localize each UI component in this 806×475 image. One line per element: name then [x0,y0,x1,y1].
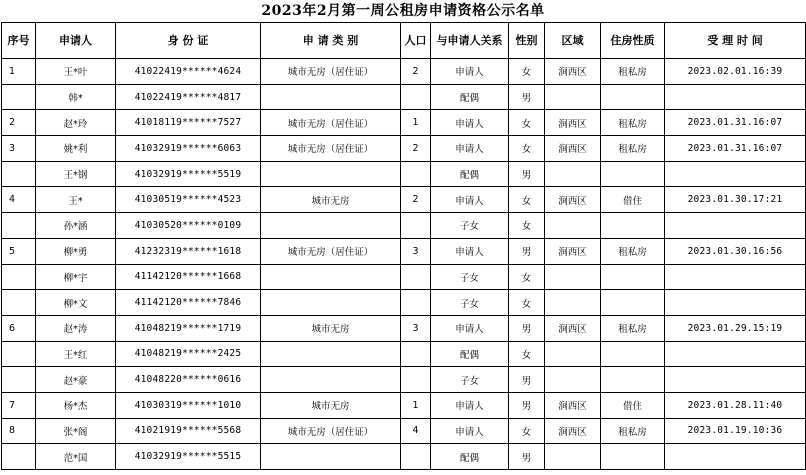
cell-gender: 女 [509,341,545,367]
cell-applicant-name: 柳*勇 [36,238,116,264]
cell-applicant-name: 王*叶 [36,59,116,85]
header-accept-time: 受 理 时 间 [665,23,806,59]
cell-accept-time [665,341,806,367]
cell-gender: 女 [509,187,545,213]
cell-accept-time [665,367,806,393]
cell-district [545,367,601,393]
cell-index: 8 [2,418,36,444]
cell-id-number: 41018119******7527 [116,110,261,136]
cell-index [2,341,36,367]
cell-index [2,213,36,239]
cell-index: 7 [2,392,36,418]
table-row [2,213,806,239]
table-row [2,187,806,213]
cell-category: 城市无房 [261,315,401,341]
cell-household-size [401,290,431,316]
cell-accept-time: 2023.01.31.16:07 [665,136,806,162]
table-row [2,110,806,136]
table-row [2,444,806,470]
table-row [2,341,806,367]
cell-relation: 申请人 [431,110,509,136]
cell-district [545,264,601,290]
table-row [2,290,806,316]
cell-household-size: 3 [401,315,431,341]
cell-index [2,444,36,470]
cell-housing-type [601,444,665,470]
cell-applicant-name: 赵*玲 [36,110,116,136]
cell-category [261,264,401,290]
cell-id-number: 41048219******2425 [116,341,261,367]
header-housing-type: 住房性质 [601,23,665,59]
cell-applicant-name: 王*红 [36,341,116,367]
cell-housing-type [601,341,665,367]
table-row [2,315,806,341]
cell-category: 城市无房（居住证） [261,418,401,444]
cell-index [2,264,36,290]
cell-accept-time: 2023.01.29.15:19 [665,315,806,341]
cell-id-number: 41030319******1010 [116,392,261,418]
cell-category: 城市无房（居住证） [261,238,401,264]
cell-accept-time: 2023.01.30.16:56 [665,238,806,264]
cell-household-size: 2 [401,59,431,85]
cell-housing-type: 租私房 [601,315,665,341]
cell-id-number: 41048220******0616 [116,367,261,393]
cell-accept-time: 2023.01.30.17:21 [665,187,806,213]
table-row [2,418,806,444]
cell-district: 涧西区 [545,136,601,162]
cell-district: 涧西区 [545,238,601,264]
header-index: 序号 [2,23,36,59]
cell-district: 涧西区 [545,315,601,341]
cell-accept-time [665,84,806,110]
table-row [2,59,806,85]
cell-housing-type [601,290,665,316]
cell-household-size [401,84,431,110]
cell-category [261,444,401,470]
cell-district: 涧西区 [545,110,601,136]
cell-gender: 男 [509,392,545,418]
table-row [2,392,806,418]
cell-accept-time [665,264,806,290]
cell-gender: 女 [509,264,545,290]
cell-applicant-name: 柳*文 [36,290,116,316]
cell-id-number: 41030519******4523 [116,187,261,213]
cell-category: 城市无房 [261,187,401,213]
cell-index: 4 [2,187,36,213]
cell-household-size [401,264,431,290]
cell-gender: 女 [509,136,545,162]
cell-district: 涧西区 [545,418,601,444]
cell-relation: 配偶 [431,161,509,187]
cell-relation: 子女 [431,264,509,290]
cell-household-size: 2 [401,136,431,162]
cell-gender: 男 [509,444,545,470]
cell-category [261,290,401,316]
cell-id-number: 41232319******1618 [116,238,261,264]
cell-relation: 申请人 [431,315,509,341]
cell-housing-type: 租私房 [601,110,665,136]
cell-category [261,341,401,367]
cell-housing-type: 租私房 [601,238,665,264]
cell-household-size: 2 [401,187,431,213]
cell-relation: 申请人 [431,238,509,264]
table-row [2,161,806,187]
cell-accept-time: 2023.01.19.10:36 [665,418,806,444]
cell-household-size [401,161,431,187]
cell-gender: 女 [509,59,545,85]
header-id-card: 身 份 证 [116,23,261,59]
cell-household-size [401,341,431,367]
cell-id-number: 41022419******4624 [116,59,261,85]
cell-district [545,161,601,187]
header-row [2,23,806,59]
cell-applicant-name: 范*国 [36,444,116,470]
cell-category: 城市无房（居住证） [261,59,401,85]
cell-housing-type [601,161,665,187]
cell-relation: 申请人 [431,136,509,162]
cell-relation: 配偶 [431,84,509,110]
cell-index [2,290,36,316]
cell-household-size: 4 [401,418,431,444]
cell-household-size [401,213,431,239]
cell-housing-type: 租私房 [601,418,665,444]
cell-gender: 男 [509,238,545,264]
cell-district: 涧西区 [545,59,601,85]
cell-applicant-name: 赵*豪 [36,367,116,393]
cell-housing-type: 租私房 [601,136,665,162]
cell-relation: 子女 [431,367,509,393]
cell-gender: 女 [509,213,545,239]
document-title: 2023年2月第一周公租房申请资格公示名单 [261,3,545,19]
cell-accept-time [665,161,806,187]
cell-gender: 女 [509,110,545,136]
cell-id-number: 41032919******6063 [116,136,261,162]
cell-id-number: 41032919******5515 [116,444,261,470]
header-applicant: 申请人 [36,23,116,59]
cell-household-size [401,367,431,393]
cell-category: 城市无房 [261,392,401,418]
cell-index [2,84,36,110]
cell-district: 涧西区 [545,392,601,418]
cell-gender: 男 [509,315,545,341]
cell-relation: 配偶 [431,341,509,367]
cell-index: 6 [2,315,36,341]
cell-id-number: 41142120******1668 [116,264,261,290]
cell-id-number: 41048219******1719 [116,315,261,341]
cell-accept-time [665,290,806,316]
cell-applicant-name: 姚*利 [36,136,116,162]
cell-household-size: 1 [401,392,431,418]
cell-category [261,213,401,239]
table-row [2,84,806,110]
cell-district [545,444,601,470]
header-category: 申 请 类 别 [261,23,401,59]
cell-housing-type: 借住 [601,392,665,418]
cell-id-number: 41021919******5568 [116,418,261,444]
cell-accept-time: 2023.01.31.16:07 [665,110,806,136]
cell-housing-type [601,213,665,239]
table-row [2,238,806,264]
header-district: 区域 [545,23,601,59]
cell-housing-type [601,84,665,110]
cell-gender: 男 [509,161,545,187]
cell-applicant-name: 韩* [36,84,116,110]
applicant-table [1,22,806,470]
table-row [2,367,806,393]
table-row [2,136,806,162]
cell-applicant-name: 王*钢 [36,161,116,187]
cell-index [2,367,36,393]
cell-id-number: 41032919******5519 [116,161,261,187]
cell-category: 城市无房（居住证） [261,136,401,162]
cell-household-size [401,444,431,470]
cell-id-number: 41142120******7846 [116,290,261,316]
cell-relation: 子女 [431,290,509,316]
header-relation: 与申请人关系 [431,23,509,59]
cell-applicant-name: 张*阁 [36,418,116,444]
cell-housing-type: 借住 [601,187,665,213]
cell-accept-time: 2023.01.28.11:40 [665,392,806,418]
cell-category [261,84,401,110]
cell-district [545,84,601,110]
cell-id-number: 41022419******4817 [116,84,261,110]
cell-applicant-name: 王* [36,187,116,213]
cell-accept-time [665,444,806,470]
header-gender: 性别 [509,23,545,59]
cell-district [545,341,601,367]
cell-relation: 申请人 [431,59,509,85]
cell-household-size: 3 [401,238,431,264]
header-household-size: 人口 [401,23,431,59]
cell-household-size: 1 [401,110,431,136]
cell-applicant-name: 杨*杰 [36,392,116,418]
cell-relation: 申请人 [431,187,509,213]
cell-category: 城市无房（居住证） [261,110,401,136]
cell-index: 5 [2,238,36,264]
table-row [2,264,806,290]
cell-relation: 申请人 [431,392,509,418]
cell-gender: 女 [509,418,545,444]
cell-index: 1 [2,59,36,85]
cell-index: 3 [2,136,36,162]
cell-relation: 子女 [431,213,509,239]
cell-gender: 男 [509,367,545,393]
cell-district [545,213,601,239]
cell-applicant-name: 赵*涛 [36,315,116,341]
cell-accept-time [665,213,806,239]
cell-relation: 申请人 [431,418,509,444]
cell-gender: 男 [509,84,545,110]
cell-category [261,161,401,187]
cell-applicant-name: 孙*涵 [36,213,116,239]
cell-index: 2 [2,110,36,136]
cell-accept-time: 2023.02.01.16:39 [665,59,806,85]
cell-relation: 配偶 [431,444,509,470]
cell-district [545,290,601,316]
cell-id-number: 41030520******0109 [116,213,261,239]
cell-applicant-name: 柳*宇 [36,264,116,290]
cell-index [2,161,36,187]
cell-housing-type: 租私房 [601,59,665,85]
cell-district: 涧西区 [545,187,601,213]
cell-category [261,367,401,393]
cell-housing-type [601,264,665,290]
cell-housing-type [601,367,665,393]
cell-gender: 女 [509,290,545,316]
